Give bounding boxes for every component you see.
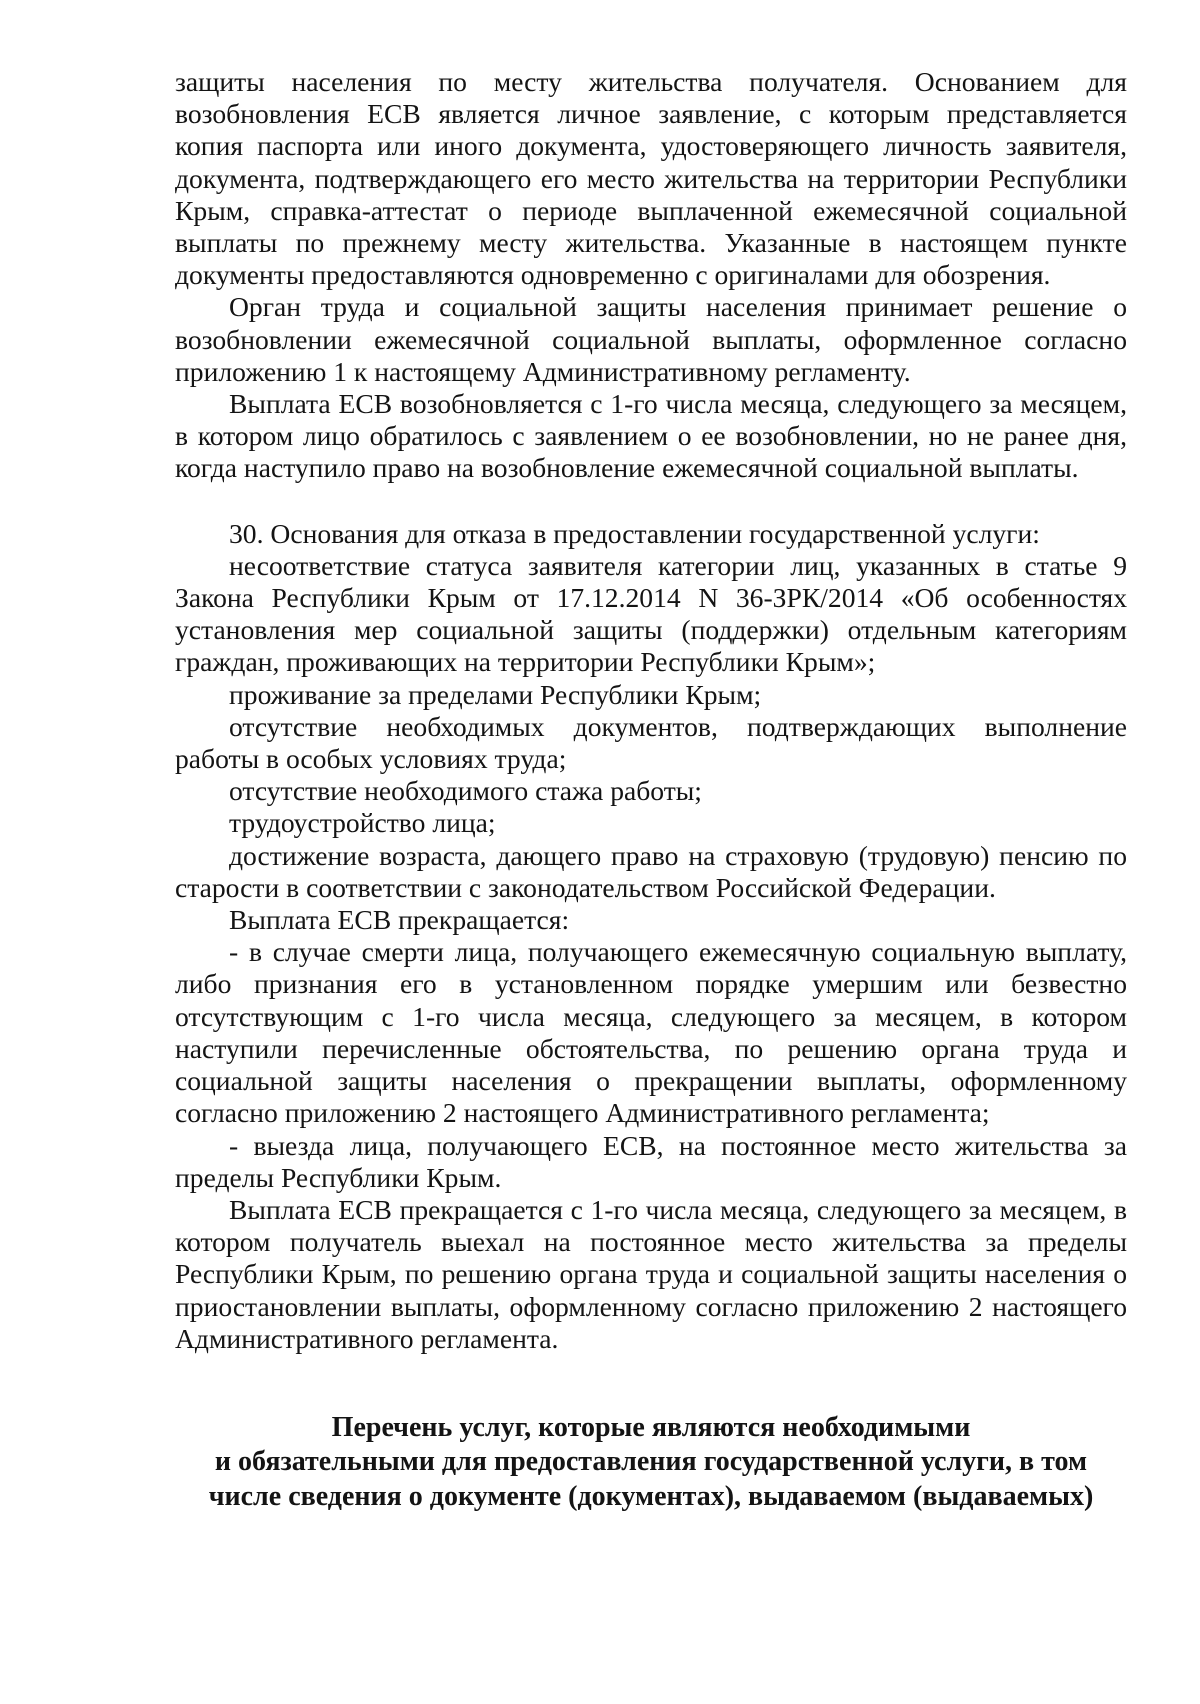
paragraph: отсутствие необходимых документов, подтверждающих выполнение работы в особых условиях труда;: [175, 710, 1127, 775]
document-page: [175, 66, 1127, 1514]
spacer: [175, 1383, 1127, 1411]
paragraph: достижение возраста, дающего право на страховую (трудовую) пенсию по старости в соответствии с законодательством Российской Федерации.: [175, 839, 1127, 903]
paragraph: Выплата ЕСВ прекращается:: [229, 904, 570, 936]
paragraph: - в случае смерти лица, получающего ежемесячную социальную выплату, либо признания его в установленном порядке умершим или безвестно отсутствующим с 1-го числа месяца, следующего за месяцем, в котором наступили перечисленные обстоятельства, по решению органа труда и социальной защиты населения о прекращении выплаты, оформленному согласно приложению 2 настоящего Административного регламента;: [175, 936, 1127, 1129]
paragraph: - выезда лица, получающего ЕСВ, на постоянное место жительства за пределы Республики Крым.: [175, 1129, 1127, 1193]
section-title: 30. Основания для отказа в предоставлении государственной услуги:: [229, 517, 1040, 549]
paragraph: отсутствие необходимого стажа работы;: [229, 775, 702, 807]
heading-line-1: Перечень услуг, которые являются необходимыми: [331, 1411, 971, 1443]
spacer: [175, 1355, 1127, 1383]
paragraph: защиты населения по месту жительства получателя. Основанием для возобновления ЕСВ является личное заявление, с которым представляется копия паспорта или иного документа, удостоверяющего личность заявителя, документа, подтверждающего его место жительства на территории Республики Крым, справка-аттестат о периоде выплаченной ежемесячной социальной выплаты по прежнему месту жительства. Указанные в настоящем пункте документы предоставляются одновременно с оригиналами для обозрения.: [175, 66, 1127, 291]
paragraph: проживание за пределами Республики Крым;: [229, 678, 762, 710]
heading-line-3: числе сведения о документе (документах), выдаваемом (выдаваемых): [208, 1480, 1094, 1512]
top-block: [175, 66, 1127, 485]
paragraph: трудоустройство лица;: [229, 807, 496, 839]
section-30: [175, 518, 1127, 1355]
paragraph: Выплата ЕСВ возобновляется с 1-го числа месяца, следующего за месяцем, в котором лицо обратилось с заявлением о ее возобновлении, но не ранее дня, когда наступило право на возобновление ежемесячной социальной выплаты.: [175, 388, 1127, 484]
heading-line-2: и обязательными для предоставления государственной услуги, в том: [214, 1446, 1088, 1478]
paragraph: несоответствие статуса заявителя категории лиц, указанных в статье 9 Закона Республики Крым от 17.12.2014 N 36-ЗРК/2014 «Об особенностях установления мер социальной защиты (поддержки) отдельным категориям граждан, проживающих на территории Республики Крым»;: [175, 549, 1127, 678]
section-heading: [175, 1411, 1127, 1515]
paragraph: Выплата ЕСВ прекращается с 1-го числа месяца, следующего за месяцем, в котором получатель выехал на постоянное место жительства за пределы Республики Крым, по решению органа труда и социальной защиты населения о приостановлении выплаты, оформленному согласно приложению 2 настоящего Административного регламента.: [175, 1193, 1127, 1354]
spacer: [175, 485, 1127, 518]
paragraph: Орган труда и социальной защиты населения принимает решение о возобновлении ежемесячной социальной выплаты, оформленное согласно приложению 1 к настоящему Административному регламенту.: [175, 291, 1127, 387]
